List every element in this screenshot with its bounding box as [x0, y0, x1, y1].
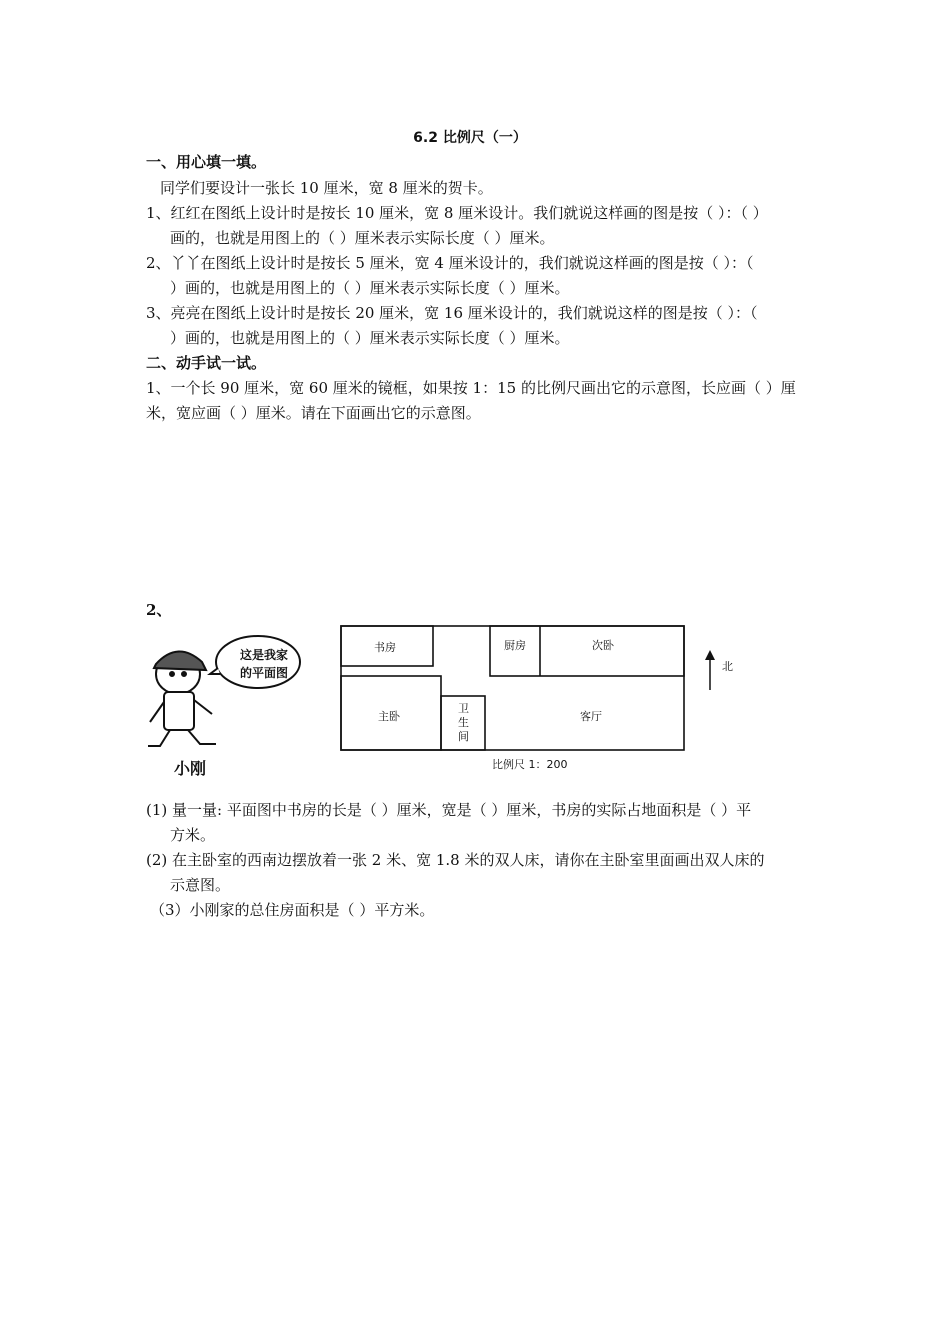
s2-q1-line1: 1、一个长 90 厘米，宽 60 厘米的镜框，如果按 1：15 的比例尺画出它的示意图，长应画（ ）厘 [146, 379, 796, 397]
s2-q1-line2: 米，宽应画（ ）厘米。请在下面画出它的示意图。 [146, 404, 481, 422]
label-north: 北 [722, 660, 733, 673]
q2-line1: 2、丫丫在图纸上设计时是按长 5 厘米，宽 4 厘米设计的，我们就说这样画的图是按（ ）：（ [146, 254, 754, 272]
sub2-line2: 示意图。 [170, 876, 231, 894]
section2-heading: 二、动手试一试。 [146, 354, 267, 372]
q3-line1: 3、亮亮在图纸上设计时是按长 20 厘米，宽 16 厘米设计的，我们就说这样的图是按（ ）：（ [146, 304, 758, 322]
character-name: 小刚 [174, 759, 207, 778]
label-second-bedroom: 次卧 [592, 639, 614, 652]
label-bathroom: 卫 生 间 [458, 702, 469, 743]
floor-plan-figure [140, 622, 780, 782]
speech-line1: 这是我家 [240, 648, 289, 662]
q1-line1: 1、红红在图纸上设计时是按长 10 厘米，宽 8 厘米设计。我们就说这样画的图是按（ ）：（ ） [146, 204, 768, 222]
s2-q2-label: 2、 [146, 601, 172, 619]
q1-line2: 画的，也就是用图上的（ ）厘米表示实际长度（ ）厘米。 [170, 229, 555, 247]
label-master-bedroom: 主卧 [378, 710, 400, 723]
speech-line2: 的平面图 [240, 666, 289, 680]
page-title: 6.2 比例尺（一） [413, 130, 527, 146]
sub1-line1: (1) 量一量: 平面图中书房的长是（ ）厘米，宽是（ ）厘米，书房的实际占地面积是（ ）平 [146, 801, 752, 819]
q2-line2: ）画的，也就是用图上的（ ）厘米表示实际长度（ ）厘米。 [170, 279, 570, 297]
scale-label: 比例尺 1：200 [492, 758, 568, 771]
section1-intro: 同学们要设计一张长 10 厘米，宽 8 厘米的贺卡。 [160, 179, 493, 197]
sub2-line1: (2) 在主卧室的西南边摆放着一张 2 米、宽 1.8 米的双人床，请你在主卧室里面画出双人床的 [146, 851, 765, 869]
sub1-line2: 方米。 [170, 826, 216, 844]
label-kitchen: 厨房 [504, 639, 526, 652]
section1-heading: 一、用心填一填。 [146, 153, 267, 171]
q3-line2: ）画的，也就是用图上的（ ）厘米表示实际长度（ ）厘米。 [170, 329, 570, 347]
sub3-line: （3）小刚家的总住房面积是（ ）平方米。 [150, 901, 435, 919]
character-illustration [148, 651, 216, 746]
label-study: 书房 [374, 641, 396, 654]
label-living-room: 客厅 [580, 710, 602, 723]
